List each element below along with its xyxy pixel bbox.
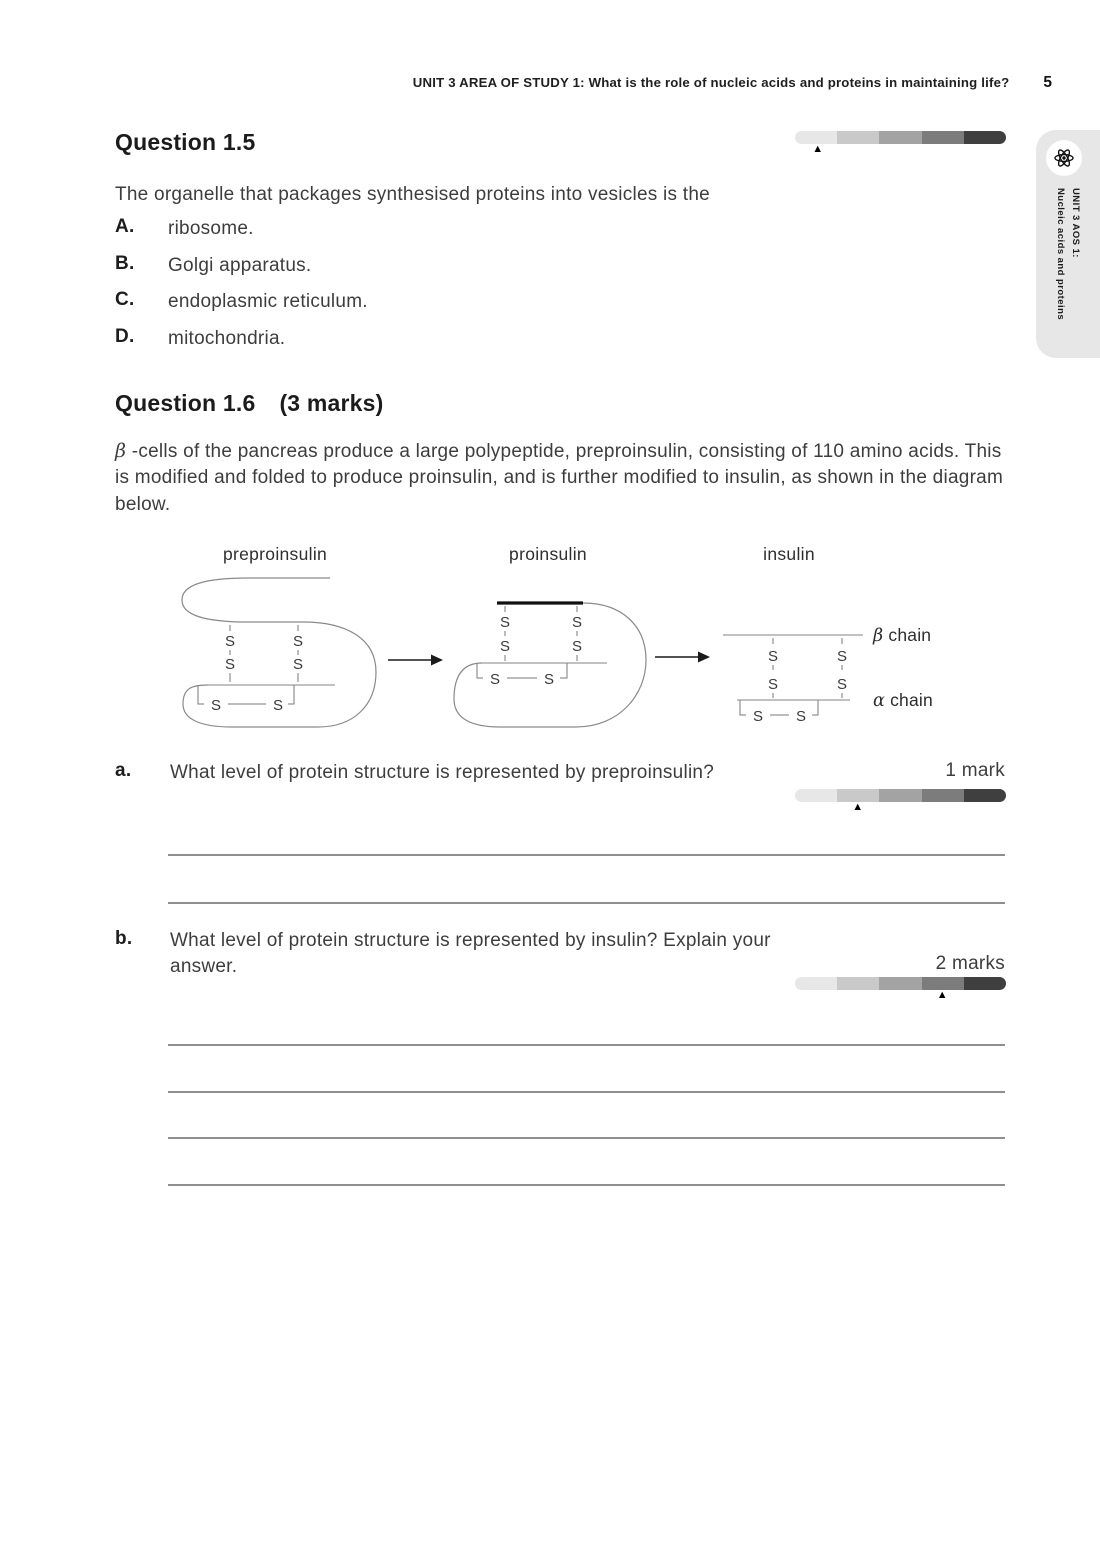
disulfide-s-label: S [752, 708, 764, 725]
disulfide-s-label: S [292, 656, 304, 673]
stage-label-proinsulin: proinsulin [509, 544, 587, 564]
disulfide-s-label: S [836, 676, 848, 693]
q15-option-letter-d: D. [115, 326, 135, 347]
difficulty-marker-icon: ▲ [852, 801, 864, 813]
disulfide-s-label: S [795, 708, 807, 725]
insulin-processing-diagram [170, 538, 1010, 750]
atom-icon [1052, 146, 1076, 170]
disulfide-s-label: S [499, 638, 511, 655]
q15-option-text-c: endoplasmic reticulum. [168, 291, 368, 312]
alpha-chain-label: α chain [873, 690, 933, 711]
page-number: 5 [1043, 74, 1052, 91]
difficulty-bar [795, 977, 1006, 990]
q16a-letter: a. [115, 760, 132, 781]
side-tab-icon-circle [1046, 140, 1082, 176]
disulfide-s-label: S [767, 648, 779, 665]
answer-line [168, 854, 1005, 856]
disulfide-s-label: S [224, 633, 236, 650]
preproinsulin-structure [182, 578, 376, 727]
difficulty-segment [964, 977, 1006, 990]
difficulty-segment [964, 789, 1006, 802]
difficulty-marker-icon: ▲ [812, 143, 824, 155]
side-tab-text [1036, 188, 1100, 350]
q15-option-text-b: Golgi apparatus. [168, 255, 312, 276]
difficulty-segment [795, 789, 837, 802]
q16-marks-label: (3 marks) [279, 390, 384, 416]
q15-option-text-d: mitochondria. [168, 328, 286, 349]
difficulty-segment [879, 131, 921, 144]
side-tab-unit-label: UNIT 3 AOS 1: [1070, 188, 1081, 258]
answer-line [168, 902, 1005, 904]
answer-line [168, 1044, 1005, 1046]
difficulty-segment [879, 789, 921, 802]
difficulty-segment [964, 131, 1006, 144]
difficulty-marker-icon: ▲ [936, 989, 948, 1001]
difficulty-bar [795, 789, 1006, 802]
unit-side-tab [1036, 130, 1100, 358]
arrow-proinsulin-to-insulin [655, 652, 710, 663]
difficulty-segment [922, 789, 964, 802]
proinsulin-structure [454, 603, 646, 727]
disulfide-s-label: S [210, 697, 222, 714]
difficulty-bar [795, 131, 1006, 144]
disulfide-s-label: S [499, 614, 511, 631]
q15-stem: The organelle that packages synthesised proteins into vesicles is the [115, 184, 710, 205]
disulfide-s-label: S [543, 671, 555, 688]
disulfide-s-label: S [836, 648, 848, 665]
q16-title-text: Question 1.6 [115, 390, 256, 416]
running-header-title: UNIT 3 AREA OF STUDY 1: What is the role of nucleic acids and proteins in maintaining life? [412, 75, 1010, 90]
difficulty-segment [837, 131, 879, 144]
q15-difficulty-meter [795, 131, 1006, 157]
q16a-text: What level of protein structure is represented by preproinsulin? [170, 762, 715, 783]
disulfide-s-label: S [571, 614, 583, 631]
disulfide-s-label: S [767, 676, 779, 693]
q16b-difficulty-meter [795, 977, 1006, 1003]
q16b-letter: b. [115, 928, 133, 949]
q16-intro-text: -cells of the pancreas produce a large polypeptide, preproinsulin, consisting of 110 amino acids. This is modified and folded to produce proinsulin, and is further modified to insulin, as shown in the diagram below. [115, 441, 1004, 515]
stage-label-insulin: insulin [763, 544, 815, 564]
q15-option-letter-c: C. [115, 289, 135, 310]
disulfide-s-label: S [224, 656, 236, 673]
q15-option-text-a: ribosome. [168, 218, 254, 239]
q16a-marks: 1 mark [945, 760, 1005, 781]
q15-option-letter-a: A. [115, 216, 135, 237]
q15-option-letter-b: B. [115, 253, 135, 274]
answer-line [168, 1137, 1005, 1139]
arrow-preproinsulin-to-proinsulin [388, 655, 443, 666]
q16a-difficulty-meter [795, 789, 1006, 815]
difficulty-segment [837, 977, 879, 990]
page-header [0, 74, 1052, 92]
disulfide-s-label: S [272, 697, 284, 714]
answer-line [168, 1184, 1005, 1186]
stage-label-preproinsulin: preproinsulin [222, 544, 328, 564]
q16-title [115, 390, 384, 417]
difficulty-segment [922, 131, 964, 144]
beta-chain-label: β chain [873, 625, 932, 646]
insulin-structure [723, 625, 933, 725]
answer-line [168, 1091, 1005, 1093]
q16-intro [115, 438, 1005, 518]
q16b-marks: 2 marks [935, 953, 1005, 974]
beta-symbol: β [115, 440, 127, 462]
difficulty-segment [879, 977, 921, 990]
difficulty-segment [795, 977, 837, 990]
disulfide-s-label: S [292, 633, 304, 650]
q16b-text: What level of protein structure is represented by insulin? Explain your answer. [170, 930, 771, 978]
disulfide-s-label: S [571, 638, 583, 655]
side-tab-topic-label: Nucleic acids and proteins [1055, 188, 1066, 321]
q15-title: Question 1.5 [115, 129, 256, 155]
disulfide-s-label: S [489, 671, 501, 688]
